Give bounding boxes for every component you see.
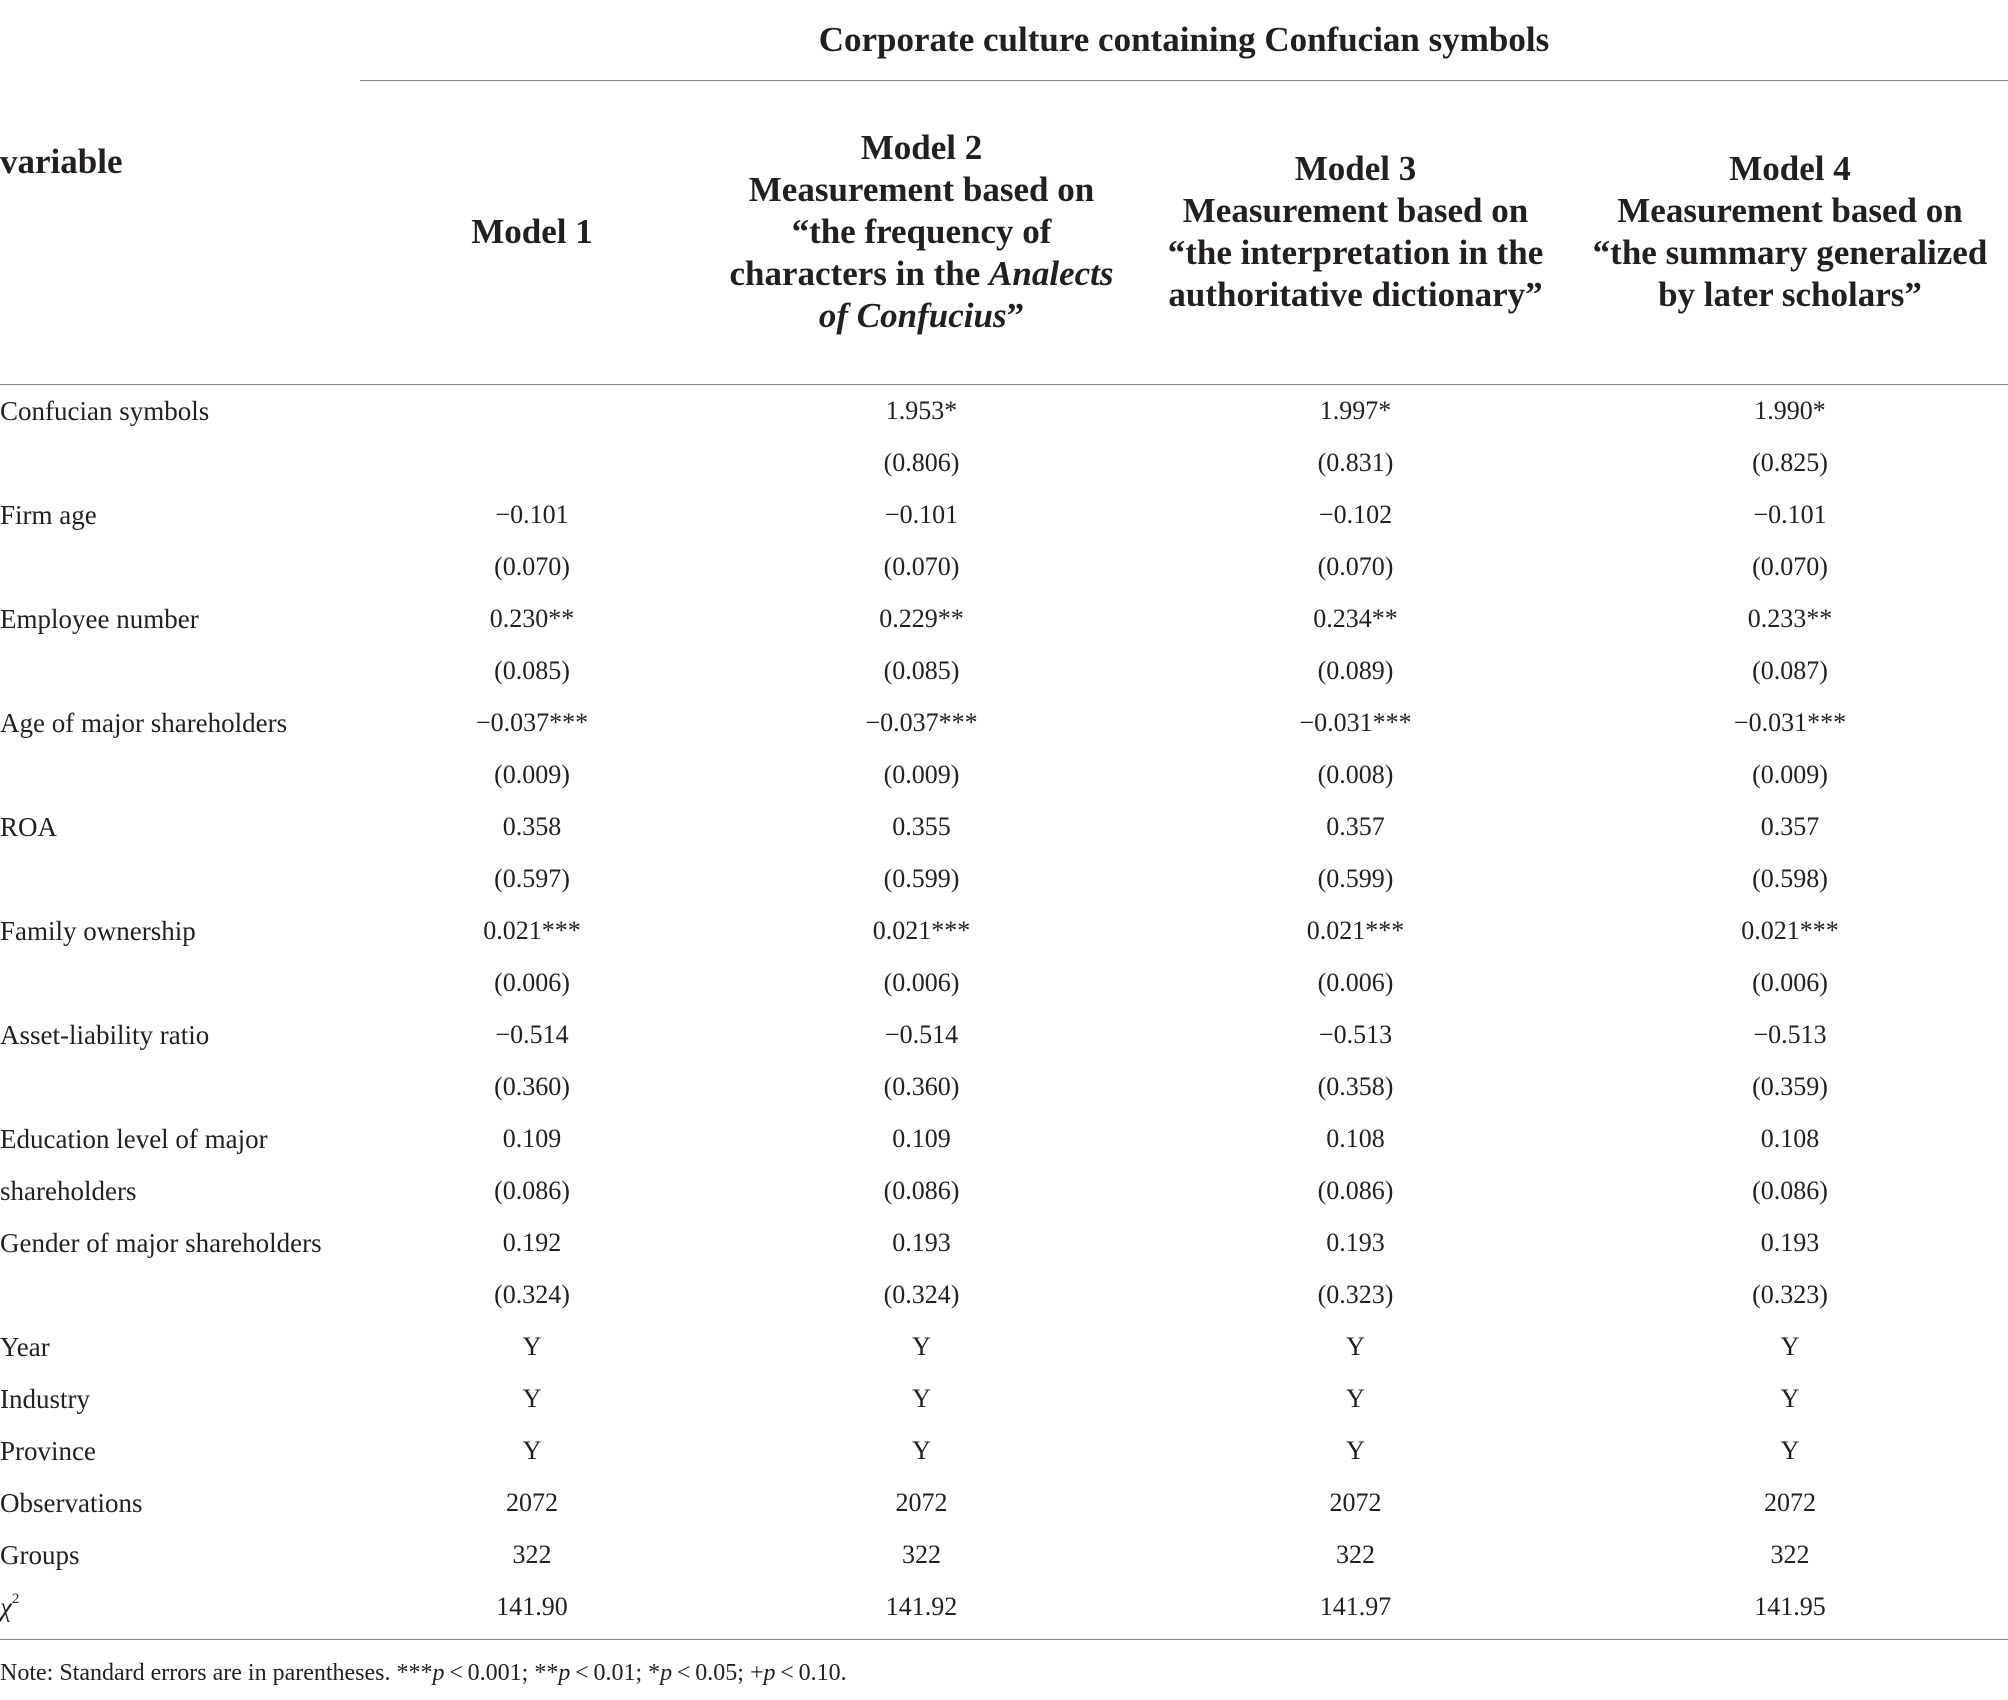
row-label: [0, 957, 360, 1009]
row-label: [0, 1321, 360, 1373]
table-row: [0, 697, 2008, 749]
model-3-cell: 0.193: [1326, 1227, 1385, 1257]
model-4-title: Model 4: [1729, 149, 1851, 189]
row-label-text: Age of major shareholders: [0, 707, 288, 738]
model-3-desc-line-1: Measurement based on: [1182, 191, 1529, 231]
model-2-cell: Y: [912, 1435, 931, 1465]
note-p-2: p: [558, 1660, 571, 1686]
table-row: [0, 1269, 2008, 1321]
model-3-cell: Y: [1346, 1331, 1365, 1361]
table-row: [0, 645, 2008, 697]
spanner-header-row: [0, 0, 2008, 81]
model-3-cell: (0.070): [1317, 551, 1394, 581]
row-label: [0, 801, 360, 853]
model-2-cell: −0.514: [884, 1019, 959, 1049]
model-2-heading: [704, 81, 1139, 385]
note-threshold-3: < 0.05; +: [672, 1660, 764, 1686]
row-label-text: Year: [0, 1331, 50, 1362]
table-header: [0, 0, 2008, 384]
row-label: [0, 697, 360, 749]
model-4-cell: Y: [1780, 1331, 1800, 1361]
model-2-cell: −0.037***: [865, 707, 978, 737]
model-4-cell: (0.086): [1752, 1175, 1828, 1205]
model-4-cell: 0.021***: [1741, 915, 1839, 945]
model-2-cell: Y: [912, 1383, 931, 1413]
model-2-cell: 0.109: [892, 1123, 951, 1153]
model-4-cell: (0.323): [1752, 1279, 1828, 1309]
row-label: [0, 541, 360, 593]
model-2-cell: (0.360): [883, 1071, 960, 1101]
model-1-cell: −0.514: [495, 1019, 569, 1049]
model-4-cell: (0.087): [1752, 655, 1828, 685]
model-3-cell: (0.358): [1317, 1071, 1394, 1101]
model-3-cell: 0.021***: [1306, 915, 1405, 945]
model-4-cell: −0.101: [1753, 499, 1827, 529]
model-1-heading: [360, 81, 704, 385]
row-label-text: Asset-liability ratio: [0, 1019, 210, 1050]
model-2-cell: 1.953*: [885, 395, 958, 425]
model-3-heading: [1139, 81, 1572, 385]
model-3-cell: (0.086): [1317, 1175, 1394, 1205]
model-3-cell: 0.108: [1326, 1123, 1385, 1153]
model-1-cell: (0.085): [494, 655, 570, 685]
model-1-cell: 0.192: [502, 1227, 562, 1257]
model-1-cell: [360, 384, 704, 437]
model-2-close-quote: ”: [1006, 296, 1025, 336]
row-label: [0, 1529, 360, 1581]
model-2-desc-line-4: [704, 295, 1139, 337]
model-3-cell: 1.997*: [1319, 395, 1392, 425]
row-label: [0, 1217, 360, 1269]
model-1-cell: (0.324): [494, 1279, 570, 1309]
row-label: [0, 749, 360, 801]
model-1-cell: 322: [512, 1539, 552, 1569]
model-4-cell: 1.990*: [1754, 395, 1826, 425]
model-2-cell: 0.193: [892, 1227, 951, 1257]
model-3-cell: (0.831): [1317, 447, 1394, 477]
model-2-desc-line-3-text: characters in the: [729, 254, 990, 294]
model-4-cell: (0.598): [1752, 863, 1828, 893]
model-1-cell: (0.086): [494, 1175, 570, 1205]
model-2-cell: (0.070): [883, 551, 960, 581]
row-label-text: ROA: [0, 811, 58, 842]
model-2-title: Model 2: [860, 128, 983, 168]
model-3-cell: 2072: [1329, 1487, 1382, 1517]
model-4-cell: 2072: [1764, 1487, 1816, 1517]
model-4-cell: 0.108: [1760, 1123, 1820, 1153]
model-1-cell: 141.90: [360, 1581, 704, 1640]
model-1-title: Model 1: [471, 212, 593, 252]
model-4-cell: Y: [1780, 1435, 1800, 1465]
note-p-1: p: [432, 1660, 445, 1686]
model-1-cell: (0.070): [494, 551, 570, 581]
model-2-desc-line-3: [704, 253, 1139, 295]
model-1-cell: (0.006): [494, 967, 570, 997]
model-2-cell: 0.355: [892, 811, 951, 841]
model-2-book-title-part-2: of Confucius: [818, 296, 1007, 336]
model-3-title: Model 3: [1294, 149, 1417, 189]
model-4-cell: −0.513: [1753, 1019, 1827, 1049]
note-threshold-2: < 0.01; *: [570, 1660, 661, 1686]
table-row: [0, 593, 2008, 645]
model-4-cell: −0.031***: [1733, 707, 1847, 737]
model-3-cell: (0.006): [1317, 967, 1394, 997]
model-4-cell: 141.95: [1572, 1581, 2008, 1640]
model-2-cell: 141.92: [704, 1581, 1139, 1640]
chi-symbol: χ: [0, 1591, 12, 1622]
model-3-cell: Y: [1346, 1383, 1365, 1413]
model-2-desc-line-1: Measurement based on: [748, 170, 1095, 210]
table-row: [0, 1425, 2008, 1477]
row-label: [0, 645, 360, 697]
model-2-cell: (0.599): [883, 863, 960, 893]
table-row: [0, 1217, 2008, 1269]
row-label: [0, 1477, 360, 1529]
note-prefix: Note: Standard errors are in parentheses. ***: [0, 1660, 433, 1686]
row-label-text: shareholders: [0, 1175, 137, 1206]
table-row: [0, 801, 2008, 853]
row-label: [0, 1113, 360, 1165]
model-1-cell: 0.109: [502, 1123, 562, 1153]
model-3-cell: 141.97: [1139, 1581, 1572, 1640]
table-row: [0, 1321, 2008, 1373]
row-label-text: Firm age: [0, 499, 97, 530]
row-label-text: Industry: [0, 1383, 90, 1414]
table-row: [0, 905, 2008, 957]
table-note: [0, 1658, 847, 1688]
note-threshold-4: < 0.10.: [775, 1660, 847, 1686]
model-3-cell: (0.008): [1317, 759, 1394, 789]
model-1-cell: −0.037***: [475, 707, 589, 737]
model-4-cell: 322: [1770, 1539, 1810, 1569]
table-row: [0, 541, 2008, 593]
row-label-text: Family ownership: [0, 915, 196, 946]
row-label: [0, 1373, 360, 1425]
model-2-cell: Y: [912, 1331, 931, 1361]
row-label: [0, 1061, 360, 1113]
model-3-cell: −0.513: [1318, 1019, 1393, 1049]
table-row: [0, 1529, 2008, 1581]
model-3-cell: 0.234**: [1313, 603, 1398, 633]
row-label-text: Confucian symbols: [0, 395, 210, 426]
table-row: [0, 1373, 2008, 1425]
row-label: [0, 1269, 360, 1321]
model-2-cell: 2072: [895, 1487, 948, 1517]
table-row: [0, 1061, 2008, 1113]
spanner-heading: Corporate culture containing Confucian symbols: [360, 0, 2008, 81]
table-row: [0, 1165, 2008, 1217]
model-3-cell: Y: [1346, 1435, 1365, 1465]
model-3-cell: 322: [1336, 1539, 1375, 1569]
table-row: [0, 957, 2008, 1009]
row-label: [0, 593, 360, 645]
table-row: [0, 749, 2008, 801]
model-header-row: [0, 81, 2008, 385]
note-p-3: p: [660, 1660, 673, 1686]
model-1-cell: Y: [522, 1331, 542, 1361]
model-1-cell: 0.021***: [483, 915, 581, 945]
table-row: [0, 1477, 2008, 1529]
row-label-text: Observations: [0, 1487, 143, 1518]
row-label: [0, 1165, 360, 1217]
model-1-cell: Y: [522, 1383, 542, 1413]
model-4-cell: (0.006): [1752, 967, 1828, 997]
row-label: [0, 853, 360, 905]
model-3-cell: 0.357: [1326, 811, 1385, 841]
table-row: [0, 1113, 2008, 1165]
model-4-cell: 0.193: [1760, 1227, 1820, 1257]
row-label: [0, 489, 360, 541]
model-2-cell: (0.086): [883, 1175, 960, 1205]
model-4-cell: (0.009): [1752, 759, 1828, 789]
model-3-desc-line-3: authoritative dictionary”: [1168, 275, 1543, 315]
model-4-desc-line-1: Measurement based on: [1617, 191, 1963, 231]
model-4-desc-line-2: “the summary generalized: [1592, 233, 1988, 273]
note-threshold-1: < 0.001; **: [444, 1660, 559, 1686]
model-2-cell: 0.229**: [879, 603, 964, 633]
model-4-heading: [1572, 81, 2008, 385]
model-1-cell: 0.358: [502, 811, 562, 841]
model-1-cell: −0.101: [495, 499, 569, 529]
model-1-cell: [360, 437, 704, 489]
row-label: [0, 1425, 360, 1477]
model-1-cell: 2072: [506, 1487, 558, 1517]
row-label: [0, 905, 360, 957]
model-2-cell: (0.806): [883, 447, 960, 477]
variable-column-heading: variable: [0, 81, 360, 385]
model-2-cell: (0.006): [883, 967, 960, 997]
model-2-cell: (0.085): [883, 655, 960, 685]
table-row: [0, 1581, 2008, 1640]
model-3-desc-line-2: “the interpretation in the: [1167, 233, 1544, 273]
model-2-cell: (0.324): [883, 1279, 960, 1309]
table-row: [0, 489, 2008, 541]
model-2-book-title-part-1: Analects: [989, 254, 1114, 294]
chi-superscript: 2: [11, 1590, 20, 1607]
model-4-cell: Y: [1780, 1383, 1800, 1413]
model-2-cell: −0.101: [884, 499, 959, 529]
model-1-cell: (0.009): [494, 759, 570, 789]
model-3-cell: (0.599): [1317, 863, 1394, 893]
model-3-cell: −0.031***: [1299, 707, 1412, 737]
row-label-text: Province: [0, 1435, 96, 1466]
model-1-cell: Y: [522, 1435, 542, 1465]
model-3-cell: (0.323): [1317, 1279, 1394, 1309]
table-row: [0, 1009, 2008, 1061]
row-label: [0, 1581, 360, 1640]
model-3-cell: −0.102: [1318, 499, 1393, 529]
note-p-4: p: [763, 1660, 776, 1686]
table-row: [0, 853, 2008, 905]
model-4-cell: 0.233**: [1747, 603, 1833, 633]
row-label: [0, 437, 360, 489]
model-4-cell: (0.070): [1752, 551, 1828, 581]
model-4-cell: (0.359): [1752, 1071, 1828, 1101]
table-row: [0, 437, 2008, 489]
table-row: [0, 384, 2008, 437]
row-label-text: Employee number: [0, 603, 199, 634]
row-label-text: Groups: [0, 1539, 80, 1570]
model-1-cell: 0.230**: [489, 603, 575, 633]
model-2-cell: (0.009): [883, 759, 960, 789]
model-4-desc-line-3: by later scholars”: [1658, 275, 1922, 315]
model-4-cell: (0.825): [1752, 447, 1828, 477]
spanner-empty-cell: [0, 0, 360, 81]
row-label: [0, 384, 360, 437]
model-4-cell: 0.357: [1760, 811, 1820, 841]
row-label-text: Education level of major: [0, 1123, 268, 1154]
model-2-cell: 322: [902, 1539, 941, 1569]
row-label-text: Gender of major shareholders: [0, 1227, 322, 1258]
model-2-cell: 0.021***: [872, 915, 971, 945]
row-label: [0, 1009, 360, 1061]
model-3-cell: (0.089): [1317, 655, 1394, 685]
model-1-cell: (0.360): [494, 1071, 570, 1101]
table-body: [0, 384, 2008, 1639]
model-2-desc-line-2: “the frequency of: [791, 212, 1052, 252]
model-1-cell: (0.597): [494, 863, 570, 893]
